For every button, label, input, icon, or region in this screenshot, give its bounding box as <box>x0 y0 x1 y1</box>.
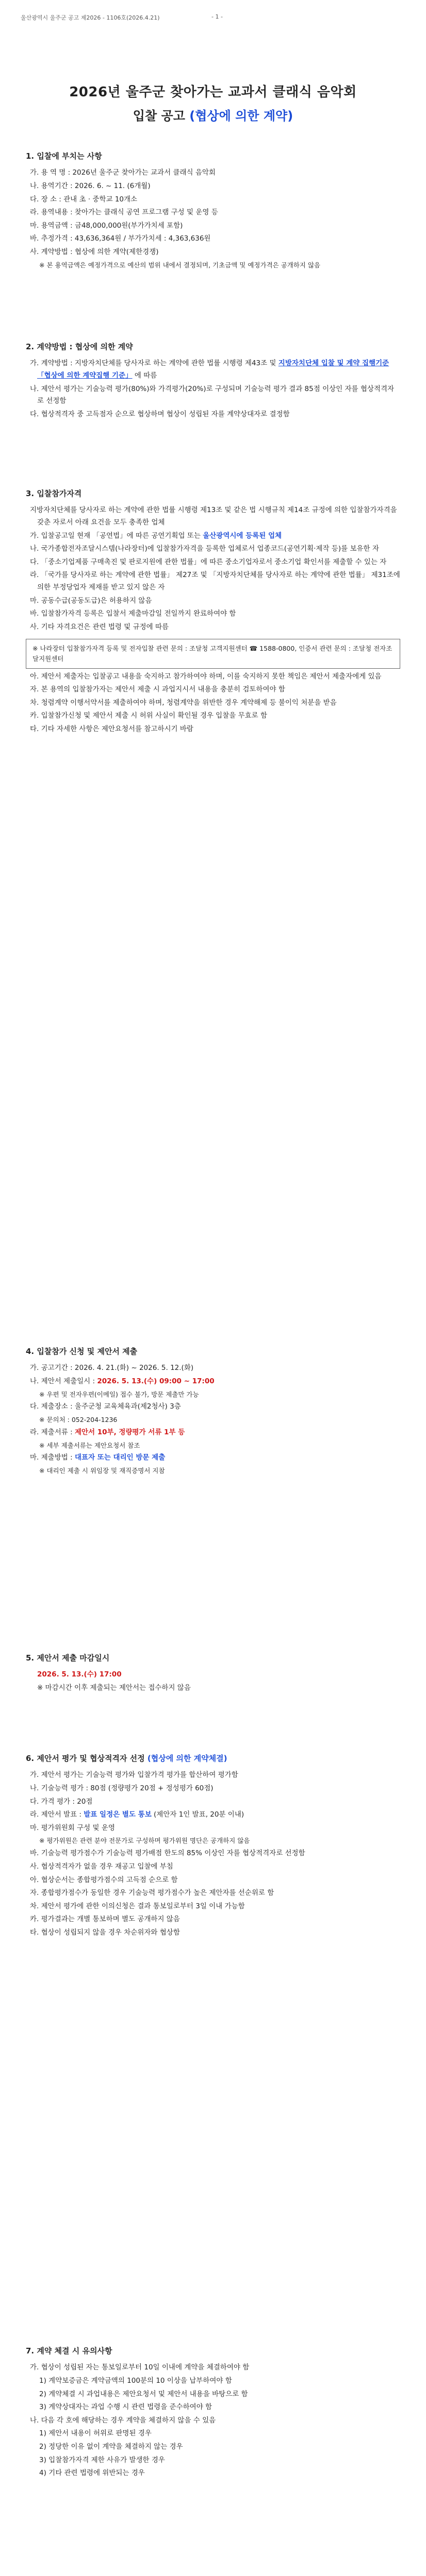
list-item: 타. 기타 자세한 사항은 제안요청서를 참고하시기 바람 <box>30 725 193 733</box>
header-page: - 1 - <box>211 13 223 20</box>
list-item: 카. 입찰참가신청 및 제안서 제출 시 허위 사실이 확인될 경우 입찰을 무효로 함 <box>30 711 268 720</box>
list-item: 다. 가격 평가 : 20점 <box>30 1797 93 1806</box>
section-heading: 2. 계약방법 : 협상에 의한 계약 <box>26 342 133 351</box>
list-item: 지방자치단체를 당사자로 하는 계약에 관한 법률 시행령 제13조 및 같은 법 시행규칙 제14조 규정에 의한 입찰참가자격을 갖춘 자로서 아래 요건을 모두 충족한 업체 <box>30 506 397 527</box>
section-heading: 3. 입찰참가자격 <box>26 489 82 498</box>
list-subitem: 3) 입찰참가자격 제한 사유가 발생한 경우 <box>39 2455 165 2464</box>
list-subitem: ※ 평가위원은 관련 분야 전문가로 구성하며 평가위원 명단은 공개하지 않음 <box>39 1837 250 1845</box>
list-subitem: ※ 문의처 : 052-204-1236 <box>39 1416 118 1423</box>
list-item: 가. 입찰공고일 현재 「공연법」에 따른 공연기획업 또는 울산광역시에 등록된 업체 <box>30 531 282 540</box>
list-item: 카. 평가결과는 개별 통보하며 별도 공개하지 않음 <box>30 1915 180 1924</box>
header-left: 울산광역시 울주군 공고 제2026 - 1106호(2026.4.21) <box>21 14 160 21</box>
page-header <box>21 13 405 22</box>
section-overview <box>26 149 400 272</box>
list-item: 바. 추정가격 : 43,636,364원 / 부가가치세 : 4,363,636원 <box>30 234 211 243</box>
list-item: 바. 기술능력 평가점수가 기술능력 평가배점 한도의 85% 이상인 자를 협상적격자로 선정함 <box>30 1849 305 1858</box>
list-item: 바. 입찰참가자격 등록은 입찰서 제출마감일 전일까지 완료하여야 함 <box>30 609 236 618</box>
list-subitem: ※ 본 용역금액은 예정가격으로 예산의 범위 내에서 결정되며, 기초금액 및 예정가격은 공개하지 않음 <box>39 261 321 269</box>
list-item: 가. 용 역 명 : 2026년 울주군 찾아가는 교과서 클래식 음악회 <box>30 168 216 177</box>
document-subtitle: 입찰 공고 (협상에 의한 계약) <box>133 109 293 123</box>
section-contract-method <box>26 340 400 421</box>
section-heading: 6. 제안서 평가 및 협상적격자 선정 (협상에 의한 계약체결) <box>26 1754 227 1763</box>
list-item: 마. 제출방법 : 대표자 또는 대리인 방문 제출 <box>30 1453 166 1462</box>
list-item: ※ 마감시간 이후 제출되는 제안서는 접수하지 않음 <box>37 1683 191 1692</box>
section-schedule <box>26 1345 400 1478</box>
list-item: 마. 용역금액 : 금48,000,000원(부가가치세 포함) <box>30 221 183 230</box>
list-subitem: ※ 우편 및 전자우편(이메일) 접수 불가, 방문 제출만 가능 <box>39 1390 199 1398</box>
section-submission-deadline <box>26 1651 400 1696</box>
section-heading: 4. 입찰참가 신청 및 제안서 제출 <box>26 1347 138 1356</box>
list-item: 라. 제안서 발표 : 발표 일정은 별도 통보 (제안자 1인 발표, 20분 이내) <box>30 1810 244 1819</box>
section-evaluation <box>26 1752 400 1940</box>
list-item: 나. 다음 각 호에 해당하는 경우 계약을 체결하지 않을 수 있음 <box>30 2416 216 2425</box>
notice-box: ※ 나라장터 입찰참가자격 등록 및 전자입찰 관련 문의 : 조달청 고객지원센터 ☎ 1588-0800, 인증서 관련 문의 : 조달청 전자조달지원센터 <box>26 639 400 669</box>
list-item: 차. 제안서 평가에 관한 이의신청은 결과 통보일로부터 3일 이내 가능함 <box>30 1902 245 1910</box>
list-item: 라. 용역내용 : 찾아가는 클래식 공연 프로그램 구성 및 운영 등 <box>30 208 218 217</box>
list-item: 나. 제안서 평가는 기술능력 평가(80%)와 가격평가(20%)로 구성되며 기술능력 평가 결과 85점 이상인 자를 협상적격자로 선정함 <box>30 384 395 405</box>
list-item: 가. 협상이 성립된 자는 통보일로부터 10일 이내에 계약을 체결하여야 함 <box>30 2363 250 2372</box>
list-subitem: 4) 기타 관련 법령에 위반되는 경우 <box>39 2469 145 2478</box>
list-subitem: 1) 계약보증금은 계약금액의 100분의 10 이상을 납부하여야 함 <box>39 2376 232 2385</box>
list-item: 타. 협상이 성립되지 않을 경우 차순위자와 협상함 <box>30 1928 180 1937</box>
list-item: 사. 계약방법 : 협상에 의한 계약(제한경쟁) <box>30 248 159 256</box>
list-item: 다. 협상적격자 중 고득점자 순으로 협상하며 협상이 성립된 자를 계약상대자로 결정함 <box>30 410 290 418</box>
list-item: 차. 청렴계약 이행서약서를 제출하여야 하며, 청렴계약을 위반한 경우 계약해제 등 불이익 처분을 받음 <box>30 698 337 707</box>
section-heading: 5. 제안서 제출 마감일시 <box>26 1653 110 1663</box>
list-subitem: 2) 계약체결 시 과업내용은 제안요청서 및 제안서 내용을 바탕으로 함 <box>39 2389 248 2398</box>
list-item: 사. 협상적격자가 없을 경우 재공고 입찰에 부침 <box>30 1862 173 1871</box>
section-heading: 1. 입찰에 부치는 사항 <box>26 151 102 161</box>
list-item: 사. 기타 자격요건은 관련 법령 및 규정에 따름 <box>30 622 169 631</box>
list-subitem: 1) 제안서 내용이 허위로 판명된 경우 <box>39 2429 152 2438</box>
list-subitem: ※ 세부 제출서류는 제안요청서 참조 <box>39 1441 140 1449</box>
section-heading: 7. 계약 체결 시 유의사항 <box>26 2346 112 2355</box>
section-eligibility <box>26 487 400 737</box>
document-title: 2026년 울주군 찾아가는 교과서 클래식 음악회 <box>69 84 357 100</box>
list-item: 가. 제안서 평가는 기술능력 평가와 입찰가격 평가를 합산하여 평가함 <box>30 1771 238 1780</box>
list-item: 2026. 5. 13.(수) 17:00 <box>37 1670 122 1679</box>
list-subitem: 2) 정당한 이유 없이 계약을 체결하지 않는 경우 <box>39 2443 183 2451</box>
list-item: 가. 공고기간 : 2026. 4. 21.(화) ~ 2026. 5. 12.(화) <box>30 1364 194 1372</box>
list-subitem: ※ 대리인 제출 시 위임장 및 재직증명서 지참 <box>39 1467 165 1475</box>
list-item: 마. 공동수급(공동도급)은 허용하지 않음 <box>30 596 152 605</box>
list-item: 다. 「중소기업제품 구매촉진 및 판로지원에 관한 법률」에 따른 중소기업자로서 중소기업 확인서를 제출할 수 있는 자 <box>30 557 387 566</box>
list-item: 다. 장 소 : 관내 초 · 중학교 10개소 <box>30 195 138 204</box>
list-item: 라. 제출서류 : 제안서 10부, 정량평가 서류 1부 등 <box>30 1428 185 1436</box>
list-item: 가. 계약방법 : 지방자치단체를 당사자로 하는 계약에 관한 법률 시행령 제43조 및 지방자치단체 입찰 및 계약 집행기준 「협상에 의한 계약집행 기준」 에 따름 <box>30 359 389 380</box>
list-item: 다. 제출장소 : 울주군청 교육체육과(제2청사) 3층 <box>30 1402 181 1411</box>
list-item: 나. 제안서 제출일시 : 2026. 5. 13.(수) 09:00 ~ 17:00 <box>30 1377 215 1385</box>
list-subitem: 3) 계약상대자는 과업 수행 시 관련 법령을 준수하여야 함 <box>39 2403 212 2412</box>
list-item: 나. 용역기간 : 2026. 6. ~ 11. (6개월) <box>30 181 151 190</box>
list-item: 나. 국가종합전자조달시스템(나라장터)에 입찰참가자격을 등록한 업체로서 업종코드(공연기획·제작 등)를 보유한 자 <box>30 545 379 553</box>
section-contract-cautions <box>26 2344 400 2481</box>
list-item: 아. 협상순서는 종합평가점수의 고득점 순으로 함 <box>30 1875 178 1884</box>
list-item: 나. 기술능력 평가 : 80점 (정량평가 20점 + 정성평가 60점) <box>30 1784 214 1792</box>
list-item: 자. 본 용역의 입찰참가자는 제안서 제출 시 과업지시서 내용을 충분히 검토하여야 함 <box>30 685 285 694</box>
list-item: 라. 「국가를 당사자로 하는 계약에 관한 법률」 제27조 및 「지방자치단체를 당사자로 하는 계약에 관한 법률」 제31조에 의한 부정당업자 제재를 받고 있지 않은 자 <box>30 571 400 591</box>
list-item: 마. 평가위원회 구성 및 운영 <box>30 1823 115 1832</box>
list-item: 자. 종합평가점수가 동일한 경우 기술능력 평가점수가 높은 제안자를 선순위로 함 <box>30 1889 274 1897</box>
list-item: 아. 제안서 제출자는 입찰공고 내용을 숙지하고 참가하여야 하며, 이를 숙지하지 못한 책임은 제안서 제출자에게 있음 <box>30 672 382 681</box>
